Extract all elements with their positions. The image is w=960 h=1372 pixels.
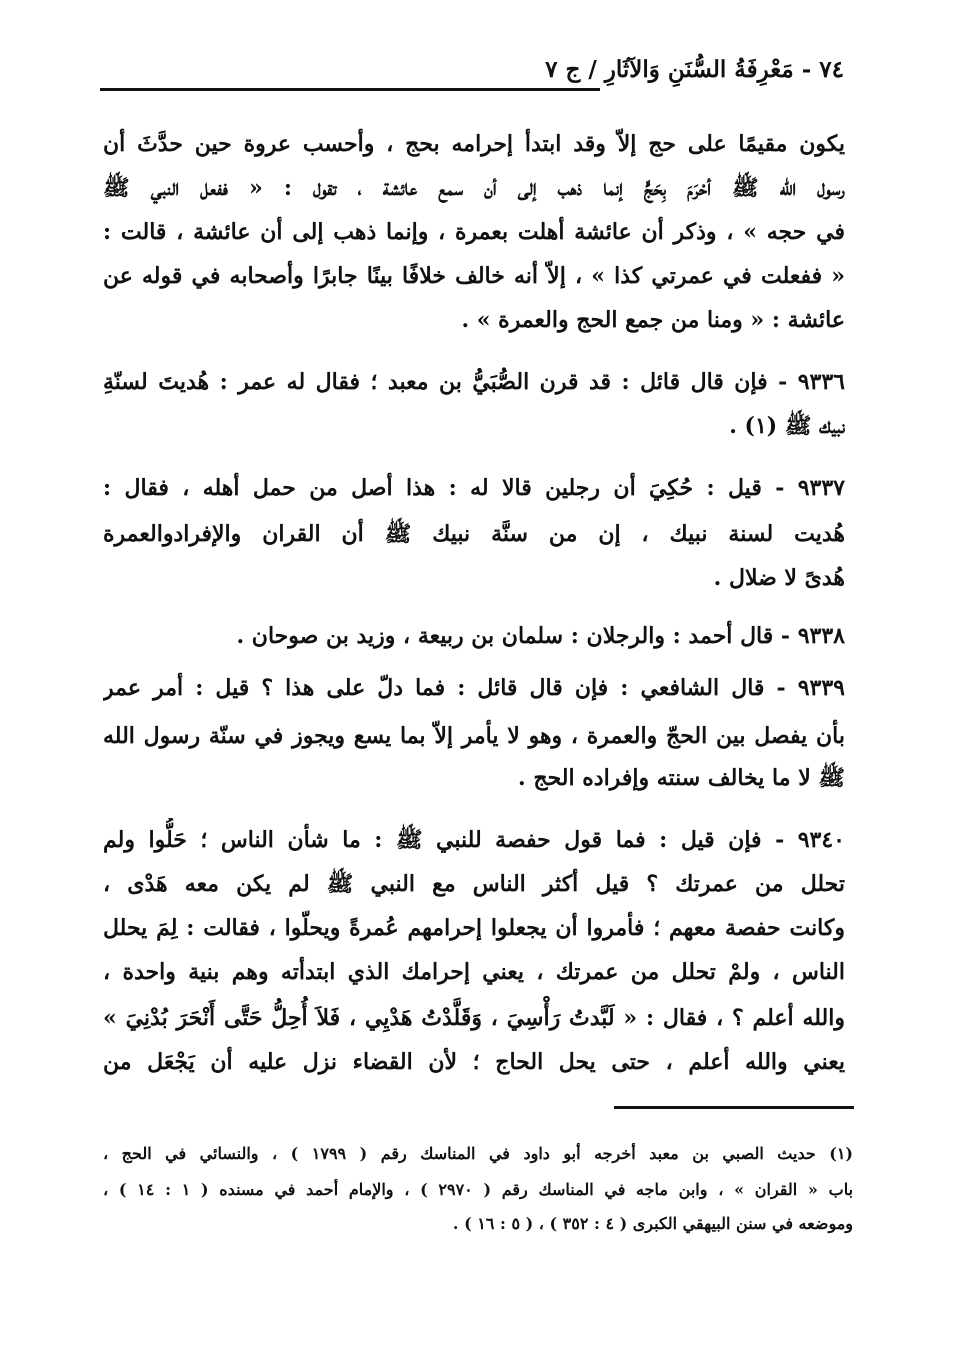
paragraph-9338-line: ٩٣٣٨ - قال أحمد : والرجلان : سلمان بن ربيعة ، وزيد بن صوحان . <box>236 623 845 649</box>
paragraph-9340-line: والله أعلم ؟ ، فقال : « لَبَّدتُ رَأْسِيَ ، وَقَلَّدْتُ هَدْيِي ، فَلاَ أُحِلُّ حَتَّى أَنْحَرَ بُدْنِيَ » <box>103 1005 845 1031</box>
footnote-rule <box>614 1106 854 1109</box>
text-line: عائشة : « ومنا من جمع الحج والعمرة » . <box>461 307 845 333</box>
paragraph-9336-line: ٩٣٣٦ - فإن قال قائل : قد قرن الصُّبَيُّ بن معبد ؛ فقال له عمر : هُديتَ لسنّةِ <box>103 369 845 395</box>
paragraph-9339-line: ﷺ لا ما يخالف سنته وإفراده الحج . <box>518 765 845 791</box>
text-line: رسول الله ﷺ أحْرَمَ بِحَجٍّ إنما ذهب إلى أن سمع عائشة ، تقول : « ففعل النبي ﷺ <box>103 175 845 201</box>
paragraph-9340-line: ٩٣٤٠ - فإن قيل : فما قول حفصة للنبي ﷺ : ما شأن الناس ؛ حَلُّوا ولم <box>103 827 845 853</box>
paragraph-9337-line: ٩٣٣٧ - قيل : حُكِيَ أن رجلين قالا له : هذا أصل من حمل أهله ، فقال : <box>103 475 845 501</box>
paragraph-9340-line: الناس ، ولمْ تحلل من عمرتك ، يعني إحرامك الذي ابتدأته وهم بنية واحدة ، <box>103 959 845 985</box>
paragraph-9337-line: هُدىً لا ضلال . <box>713 565 845 591</box>
footnote-line: باب « القران » ، وابن ماجه في المناسك رقم ( ٢٩٧٠ ) ، والإمام أحمد في مسنده ( ١ : ١٤ ) ، <box>103 1180 853 1199</box>
paragraph-9339-line: ٩٣٣٩ - قال الشافعي : فإن قال قائل : فما دلّ على هذا ؟ قيل : أمر عمر <box>103 675 845 701</box>
text-line: في حجه » ، وذكر أن عائشة أهلت بعمرة ، وإنما ذهب إلى أن عائشة ، قالت : <box>103 219 845 245</box>
text-line: يكون مقيمًا على حج إلاّ وقد ابتدأ إحرامه بحج ، وأحسب عروة حين حدَّثَ أن <box>103 131 845 157</box>
running-head: ٧٤ - مَعْرِفَةُ السُّنَنِ وَالآثَارِ / ج ٧ <box>545 56 844 83</box>
paragraph-9339-line: بأن يفصل بين الحجّ والعمرة ، وهو لا يأمر إلاّ بما يسع ويجوز في سنّة رسول الله <box>103 723 845 749</box>
paragraph-9340-line: تحلل من عمرتك ؟ قيل أكثر الناس مع النبي ﷺ لم يكن معه هَدْى ، <box>103 871 845 897</box>
text-line: « ففعلت في عمرتي كذا » ، إلاّ أنه خالف خلافًا بينًا جابرًا وأصحابه في قوله عن <box>103 263 845 289</box>
page-header <box>100 52 844 96</box>
paragraph-9337-line: هُديت لسنة نبيك ، إن من سنَّة نبيك ﷺ أن القران والإفرادوالعمرة <box>103 521 845 547</box>
paragraph-9336-line: نبيك ﷺ (١) . <box>729 413 845 439</box>
paragraph-9340-line: يعني والله أعلم ، حتى يحل الحاج ؛ لأن القضاء نزل عليه أن يَجْعَل من <box>103 1049 845 1075</box>
footnote-line: (١) حديث الصبي بن معبد أخرجه أبو داود في المناسك رقم ( ١٧٩٩ ) ، والنسائي في الحج ، <box>103 1144 853 1163</box>
paragraph-9340-line: وكانت حفصة معهم ؛ فأمروا أن يجعلوا إحرامهم عُمرةً ويحلّوا ، فقالت : لِمَ يحلل <box>103 915 845 941</box>
header-rule <box>100 88 600 91</box>
footnote-line: وموضعه في سنن البيهقي الكبرى ( ٤ : ٣٥٢ ) ، ( ٥ : ١٦ ) . <box>452 1214 853 1233</box>
